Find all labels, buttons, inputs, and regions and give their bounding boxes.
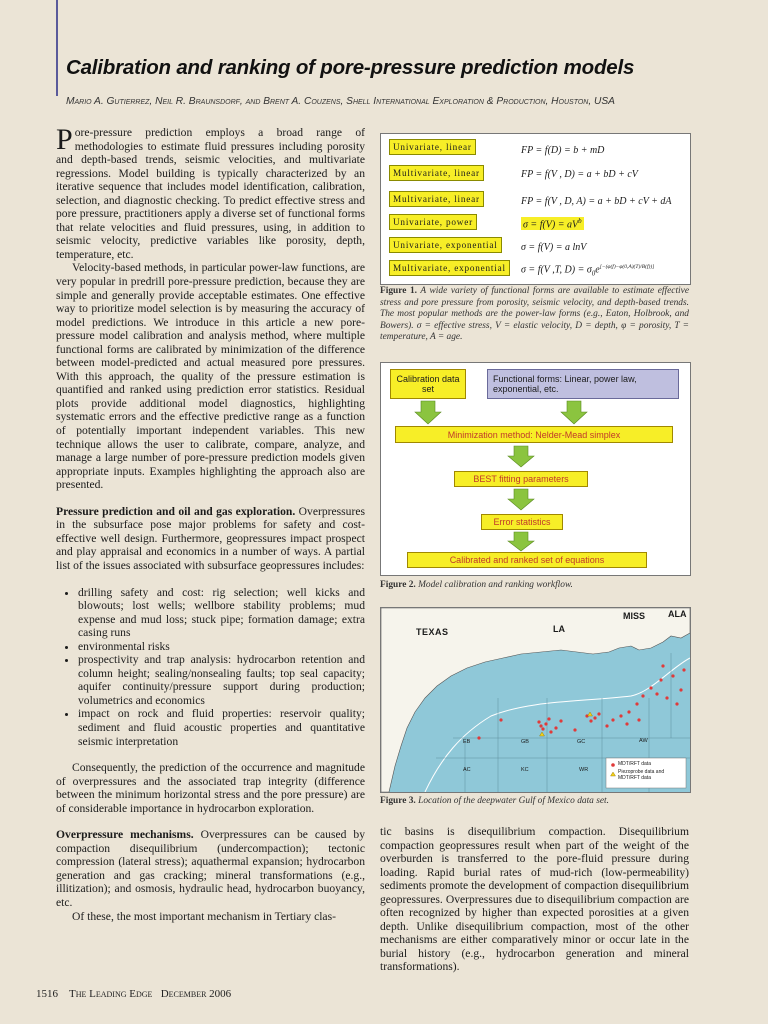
intro-text: ore-pressure prediction employs a broad range of methodologies to estimate fluid pressures including porosity and depth-based trends, seismic velocities, and multivariate regressions. Model building is typically characterized by an iterative sequence that includes model identification, calibration, selection, and diagnostic checking. To predict effective stress and pore pressure, practitioners apply a diverse set of functional forms that relate velocities and fluid pressures, using, in addition to seismic velocity, predictive variables like porosity, depth, temperature, etc. bbox=[56, 126, 365, 261]
mississippi-label: MISS bbox=[623, 611, 646, 621]
list-item: • impact on rock and fluid properties: reservoir quality; sediment and fluid acoustic properties and quantitative seismic interpretation bbox=[78, 707, 365, 748]
area-label: AC bbox=[463, 767, 471, 773]
legend-label: Piezoprobe data and MDT/RFT data bbox=[618, 769, 665, 781]
list-item: • prospectivity and trap analysis: hydrocarbon retention and column height; sealing/nonsealing faults; top seal capacity; aquifer continuity/pressure support during production; volumetrics and economics bbox=[78, 653, 365, 707]
area-label: KC bbox=[521, 767, 529, 773]
minimization-box: Minimization method: Nelder-Mead simplex bbox=[395, 426, 673, 443]
issue-date: December 2006 bbox=[160, 988, 232, 1000]
method-label: Univariate, power bbox=[389, 214, 477, 230]
section-heading: Pressure prediction and oil and gas exploration. bbox=[56, 504, 296, 518]
calibration-box: Calibration data set bbox=[390, 369, 466, 399]
section-text: Overpressures can be caused by compaction disequilibrium (undercompaction); tectonic compression (lateral stress); aquathermal expansion; hydrocarbon generation and gas cracking; mineral transformations (e.g., illitization); and osmosis, hydraulic head, hydrocarbon buoyancy, etc. bbox=[56, 828, 365, 909]
figure-2-caption bbox=[380, 580, 689, 592]
mechanisms-paragraph: Of these, the most important mechanism in Tertiary clas- bbox=[72, 909, 336, 923]
section-heading: Overpressure mechanisms. bbox=[56, 828, 194, 842]
velocity-paragraph: Velocity-based methods, in particular power-law functions, are very popular in predrill pore-pressure prediction, because they are simple and generally provide acceptable estimates. One effective way to prioritize model selection is by measuring the accuracy of model predictions. We introduce in this article a new pore-pressure model calibration and analysis method, where multiple functional forms are calibrated by minimization of the difference between model-predicted and actual measured pore pressures. With this approach, the quality of the pressure estimation is quantified and ranked using prediction error statistics. Residual plots provide additional model diagnostics, highlighting systematic errors and the effective predictive range as a function of potentially important independent variables. This new technique allows the user to calibrate, compare, analyze, and manage a large number of pore-pressure prediction models given appropriate inputs. Examples highlighting the approach also are presented. bbox=[56, 261, 365, 492]
page-footer bbox=[36, 988, 231, 1000]
area-label: EB bbox=[463, 739, 471, 745]
legend-dot-icon bbox=[611, 763, 615, 767]
equation: FP = f(V , D, A) = a + bD + cV + dA bbox=[521, 196, 672, 207]
caption-label: Figure 2. bbox=[380, 580, 416, 590]
article-authors: Mario A. Gutierrez, Neil R. Braunsdorf, and Brent A. Couzens, Shell International Exploration & Production, Houston, USA bbox=[66, 96, 615, 107]
consequently-paragraph: Consequently, the prediction of the occurrence and magnitude of overpressures and the associated trap integrity (difference between the minimum horizontal stress and the pore pressure) are of considerable importance in hydrocarbon exploration. bbox=[56, 761, 365, 815]
workflow-arrows bbox=[381, 363, 690, 575]
article-title: Calibration and ranking of pore-pressure prediction models bbox=[66, 56, 635, 79]
caption-label: Figure 3. bbox=[380, 796, 416, 806]
overpressure-section bbox=[56, 828, 365, 909]
caption-text: A wide variety of functional forms are available to estimate effective stress and pore pressure from porosity, seismic velocity, and depth-based trends. The most popular methods are the power-law forms (e.g., Eaton, Holbrook, and Bowers). σ = effective stress, V = elastic velocity, D = depth, φ = porosity, T = temperature, A = age. bbox=[380, 286, 689, 343]
figure-1-caption bbox=[380, 286, 689, 344]
method-label: Multivariate, exponential bbox=[389, 260, 510, 276]
figure-3-map bbox=[380, 607, 691, 793]
pressure-prediction-section bbox=[56, 505, 365, 573]
figure-1-equations bbox=[380, 133, 691, 285]
alabama-label: ALA bbox=[668, 609, 687, 619]
area-label: GB bbox=[521, 739, 529, 745]
method-label: Univariate, exponential bbox=[389, 237, 502, 253]
compaction-paragraph: tic basins is disequilibrium compaction. Disequilibrium compaction geopressures result when part of the weight of the overburden is transferred to the pore-fluid pressure during loading. Rapid burial rates of mud-rich (low-permeability) sediments promote the development of compaction disequilibrium geopressures. Overpressures due to disequilibrium compaction are often recognized by higher than expected porosities at a given depth. Unlike disequilibrium compaction, most of the other mechanisms are either comparatively minor or occur late in the burial history (e.g., hydrocarbon generation and mineral transformations). bbox=[380, 825, 689, 974]
list-item: • drilling safety and cost: rig selection; well kicks and blowouts; lost wells; wellbore stability problems; mud expense and mud loss; stuck pipe; formation damage; extra casing runs bbox=[78, 586, 365, 640]
caption-text: Location of the deepwater Gulf of Mexico data set. bbox=[415, 796, 609, 806]
list-item: • environmental risks bbox=[78, 640, 365, 654]
method-label: Univariate, linear bbox=[389, 139, 476, 155]
equation-highlighted: $\sigma = f(V) = aV^b$ bbox=[523, 217, 582, 231]
arrow-icon bbox=[508, 532, 534, 551]
section-text: Overpressures in the subsurface pose major problems for safety and cost-effective well design. Furthermore, geopressures impact prospect and play appraisal and economics in a number of ways. A partial list of the issues associated with subsurface geopressures includes: bbox=[56, 504, 365, 572]
intro-paragraph bbox=[56, 123, 365, 261]
texas-label: TEXAS bbox=[416, 627, 449, 637]
legend-label: MDT/RFT data bbox=[618, 761, 651, 767]
arrow-icon bbox=[508, 446, 534, 467]
equation: FP = f(V , D) = a + bD + cV bbox=[521, 169, 638, 180]
journal-name: The Leading Edge bbox=[69, 988, 153, 1000]
error-statistics-box: Error statistics bbox=[481, 514, 563, 530]
area-label: AW bbox=[639, 738, 648, 744]
equation: σ = f(V) = a lnV bbox=[521, 242, 587, 253]
best-parameters-box: BEST fitting parameters bbox=[454, 471, 588, 487]
functional-forms-box: Functional forms: Linear, power law, exponential, etc. bbox=[487, 369, 679, 399]
drop-cap: P bbox=[56, 123, 73, 156]
method-label: Multivariate, linear bbox=[389, 191, 484, 207]
issues-list bbox=[56, 586, 365, 749]
figure-2-workflow bbox=[380, 362, 691, 576]
louisiana-label: LA bbox=[553, 624, 565, 634]
page-number: 1516 bbox=[36, 988, 58, 1000]
caption-label: Figure 1. bbox=[380, 286, 417, 296]
equation: FP = f(D) = b + mD bbox=[521, 145, 605, 156]
equation: σ = f(V ,T, $D) = \sigma_0e[-(\varphi(f)-\varphi(0,A)(T)/B(f))]$ bbox=[521, 264, 655, 278]
area-label: GC bbox=[577, 739, 586, 745]
arrow-icon bbox=[508, 489, 534, 510]
arrow-icon bbox=[415, 401, 441, 424]
arrow-icon bbox=[561, 401, 587, 424]
right-column-text bbox=[380, 825, 689, 974]
area-label: WR bbox=[579, 767, 589, 773]
final-equations-box: Calibrated and ranked set of equations bbox=[407, 552, 647, 568]
method-label: Multivariate, linear bbox=[389, 165, 484, 181]
caption-text: Model calibration and ranking workflow. bbox=[415, 580, 573, 590]
header-rule bbox=[56, 0, 58, 96]
left-column bbox=[56, 123, 365, 923]
figure-3-caption bbox=[380, 796, 689, 808]
